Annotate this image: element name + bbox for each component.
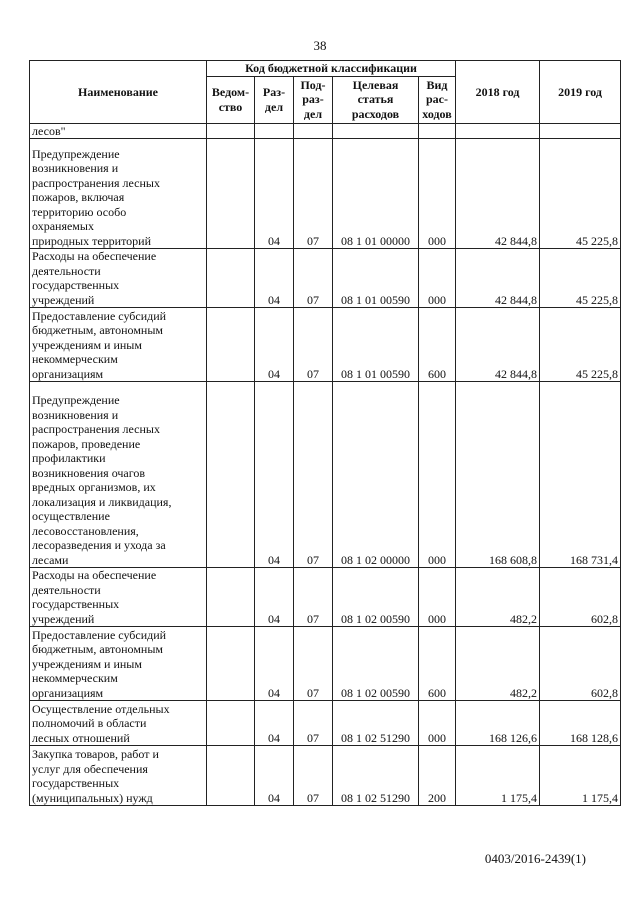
row-target-item: 08 1 01 00590	[333, 249, 419, 308]
row-name: Закупка товаров, работ и услуг для обеспечения государственных (муниципальных) нужд	[30, 746, 207, 806]
row-department	[207, 627, 255, 701]
row-section: 04	[255, 139, 294, 249]
row-value-2019: 1 175,4	[540, 746, 621, 806]
row-name: лесов"	[30, 123, 207, 139]
row-target-item: 08 1 01 00590	[333, 308, 419, 382]
row-value-2019: 168 731,4	[540, 382, 621, 568]
row-value-2018: 42 844,8	[456, 249, 540, 308]
row-name: Предупреждение возникновения и распространения лесных пожаров, проведение профилактики возникновения очагов вредных организмов, их локализация и ликвидация, осуществление лесовосстановления, лесоразведения и ухода за лесами	[30, 382, 207, 568]
header-code-group: Код бюджетной классификации	[207, 61, 456, 77]
row-name: Предоставление субсидий бюджетным, автономным учреждениям и иным некоммерческим организациям	[30, 627, 207, 701]
row-value-2019: 45 225,8	[540, 308, 621, 382]
row-subsection: 07	[294, 139, 333, 249]
table-row	[30, 746, 621, 806]
row-subsection	[294, 123, 333, 139]
header-subsection: Под- раз- дел	[294, 76, 333, 123]
table-row	[30, 568, 621, 627]
row-expense-type: 600	[419, 308, 456, 382]
header-department: Ведом- ство	[207, 76, 255, 123]
row-section: 04	[255, 249, 294, 308]
header-expense-type: Вид рас- ходов	[419, 76, 456, 123]
row-target-item: 08 1 02 00590	[333, 627, 419, 701]
row-target-item: 08 1 02 00000	[333, 382, 419, 568]
row-value-2019: 602,8	[540, 627, 621, 701]
row-name: Предоставление субсидий бюджетным, автономным учреждениям и иным некоммерческим организациям	[30, 308, 207, 382]
row-department	[207, 139, 255, 249]
row-value-2019: 45 225,8	[540, 139, 621, 249]
row-department	[207, 746, 255, 806]
row-subsection: 07	[294, 308, 333, 382]
table-row	[30, 382, 621, 568]
row-expense-type	[419, 123, 456, 139]
row-section: 04	[255, 382, 294, 568]
header-section: Раз- дел	[255, 76, 294, 123]
row-subsection: 07	[294, 701, 333, 746]
row-department	[207, 249, 255, 308]
row-value-2019: 45 225,8	[540, 249, 621, 308]
document-code: 0403/2016-2439(1)	[484, 851, 586, 866]
row-value-2018: 42 844,8	[456, 308, 540, 382]
row-expense-type: 000	[419, 382, 456, 568]
row-section: 04	[255, 308, 294, 382]
row-value-2018	[456, 123, 540, 139]
row-subsection: 07	[294, 249, 333, 308]
row-section: 04	[255, 627, 294, 701]
row-department	[207, 308, 255, 382]
row-value-2018: 482,2	[456, 568, 540, 627]
table-row	[30, 123, 621, 139]
row-subsection: 07	[294, 382, 333, 568]
header-target-item: Целевая статья расходов	[333, 76, 419, 123]
table-row	[30, 627, 621, 701]
row-target-item: 08 1 02 00590	[333, 568, 419, 627]
row-target-item	[333, 123, 419, 139]
header-2019: 2019 год	[540, 61, 621, 124]
row-expense-type: 200	[419, 746, 456, 806]
row-department	[207, 701, 255, 746]
table-row	[30, 249, 621, 308]
row-section: 04	[255, 568, 294, 627]
row-department	[207, 123, 255, 139]
row-department	[207, 568, 255, 627]
row-name: Предупреждение возникновения и распространения лесных пожаров, включая территорию особо охраняемых природных территорий	[30, 139, 207, 249]
row-expense-type: 000	[419, 701, 456, 746]
table-row	[30, 701, 621, 746]
table-row	[30, 139, 621, 249]
row-value-2019	[540, 123, 621, 139]
row-expense-type: 000	[419, 249, 456, 308]
row-section: 04	[255, 746, 294, 806]
page-number: 38	[313, 38, 327, 53]
header-name: Наименование	[30, 61, 207, 124]
row-target-item: 08 1 02 51290	[333, 746, 419, 806]
row-expense-type: 600	[419, 627, 456, 701]
row-department	[207, 382, 255, 568]
row-value-2018: 1 175,4	[456, 746, 540, 806]
row-value-2019: 602,8	[540, 568, 621, 627]
row-value-2019: 168 128,6	[540, 701, 621, 746]
row-subsection: 07	[294, 627, 333, 701]
row-value-2018: 168 126,6	[456, 701, 540, 746]
row-name: Осуществление отдельных полномочий в области лесных отношений	[30, 701, 207, 746]
row-name: Расходы на обеспечение деятельности государственных учреждений	[30, 568, 207, 627]
header-2018: 2018 год	[456, 61, 540, 124]
table-row	[30, 308, 621, 382]
row-value-2018: 42 844,8	[456, 139, 540, 249]
row-value-2018: 482,2	[456, 627, 540, 701]
row-name: Расходы на обеспечение деятельности государственных учреждений	[30, 249, 207, 308]
budget-table	[29, 60, 621, 806]
row-section: 04	[255, 701, 294, 746]
row-subsection: 07	[294, 746, 333, 806]
row-expense-type: 000	[419, 139, 456, 249]
table-body	[30, 123, 621, 806]
row-subsection: 07	[294, 568, 333, 627]
row-value-2018: 168 608,8	[456, 382, 540, 568]
row-target-item: 08 1 02 51290	[333, 701, 419, 746]
row-section	[255, 123, 294, 139]
row-target-item: 08 1 01 00000	[333, 139, 419, 249]
row-expense-type: 000	[419, 568, 456, 627]
